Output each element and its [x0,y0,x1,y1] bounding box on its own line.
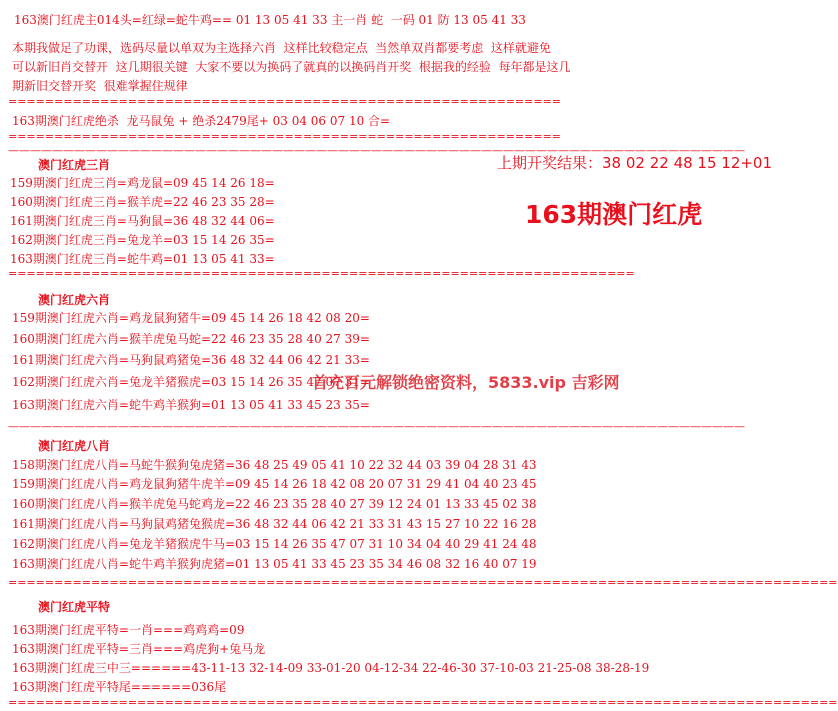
list-item: 161期澳门红虎八肖=马狗鼠鸡猪兔猴虎=36 48 32 44 06 42 21 33 31 43 15 27 10 22 16 28 [12,517,537,531]
separator: ========================================================================================== [8,576,838,589]
separator: ==================================================================== [8,267,635,280]
list-item: 160期澳门红虎八肖=猴羊虎兔马蛇鸡龙=22 46 23 35 28 40 27 39 12 24 01 13 33 45 02 38 [12,497,537,511]
intro-line-2: 可以新旧肖交替开 这几期很关键 大家不要以为换码了就真的以换码肖开奖 根据我的经验 每年都是这几 [12,60,571,74]
big-title: 163期澳门红虎 [525,200,703,229]
list-item: 163期澳门红虎三肖=蛇牛鸡=01 13 05 41 33= [10,252,275,266]
kill-line: 163期澳门红虎绝杀 龙马鼠兔 + 绝杀2479尾+ 03 04 06 07 10 合= [12,114,391,128]
header-line: 163澳门红虎主014头=红绿=蛇牛鸡== 01 13 05 41 33 主一肖 蛇 一码 01 防 13 05 41 33 [14,13,526,27]
separator: ============================================================ [8,95,562,108]
list-item: 162期澳门红虎六肖=兔龙羊猪猴虎=03 15 14 26 35 47 07 31= [12,375,370,389]
section-title-three: 澳门红虎三肖 [38,158,111,172]
watermark: 首充百元解锁绝密资料，5833.vip 吉彩网 [312,373,620,392]
separator: ——————————————————————————————————————————————————————————————————— [8,420,745,433]
intro-line-3: 期新旧交替开奖 很难掌握住规律 [12,79,188,93]
list-item: 158期澳门红虎八肖=马蛇牛猴狗兔虎猪=36 48 25 49 05 41 10 22 32 44 03 39 04 28 31 43 [12,458,537,472]
list-item: 163期澳门红虎平特尾======036尾 [12,680,227,694]
section-title-flat: 澳门红虎平特 [38,600,111,614]
section-title-eight: 澳门红虎八肖 [38,439,111,453]
list-item: 163期澳门红虎六肖=蛇牛鸡羊猴狗=01 13 05 41 33 45 23 35= [12,398,370,412]
list-item: 159期澳门红虎三肖=鸡龙鼠=09 45 14 26 18= [10,176,275,190]
separator: ——————————————————————————————————————————————————————————————————— [8,144,745,157]
list-item: 159期澳门红虎六肖=鸡龙鼠狗猪牛=09 45 14 26 18 42 08 20= [12,311,370,325]
separator: ============================================================ [8,130,562,143]
list-item: 159期澳门红虎八肖=鸡龙鼠狗猪牛虎羊=09 45 14 26 18 42 08 20 07 31 29 41 04 40 23 45 [12,477,537,491]
list-item: 161期澳门红虎六肖=马狗鼠鸡猪兔=36 48 32 44 06 42 21 33= [12,353,370,367]
separator: ========================================================================================== [8,696,838,709]
list-item: 160期澳门红虎三肖=猴羊虎=22 46 23 35 28= [10,195,275,209]
list-item: 163期澳门红虎平特=三肖===鸡虎狗+兔马龙 [12,642,266,656]
section-title-six: 澳门红虎六肖 [38,293,111,307]
list-item: 163期澳门红虎八肖=蛇牛鸡羊猴狗虎猪=01 13 05 41 33 45 23 35 34 46 08 32 16 40 07 19 [12,557,537,571]
intro-line-1: 本期我做足了功课，选码尽量以单双为主选择六肖 这样比较稳定点 当然单双肖都要考虑 这样就避免 [12,41,551,55]
list-item: 162期澳门红虎三肖=兔龙羊=03 15 14 26 35= [10,233,275,247]
list-item: 161期澳门红虎三肖=马狗鼠=36 48 32 44 06= [10,214,275,228]
list-item: 162期澳门红虎八肖=兔龙羊猪猴虎牛马=03 15 14 26 35 47 07 31 10 34 04 40 29 41 24 48 [12,537,537,551]
last-result: 上期开奖结果：38 02 22 48 15 12+01 [497,154,773,172]
list-item: 163期澳门红虎平特=一肖===鸡鸡鸡=09 [12,623,245,637]
list-item: 160期澳门红虎六肖=猴羊虎兔马蛇=22 46 23 35 28 40 27 39= [12,332,370,346]
list-item: 163期澳门红虎三中三======43-11-13 32-14-09 33-01-20 04-12-34 22-46-30 37-10-03 21-25-08 38-28-19 [12,661,650,675]
